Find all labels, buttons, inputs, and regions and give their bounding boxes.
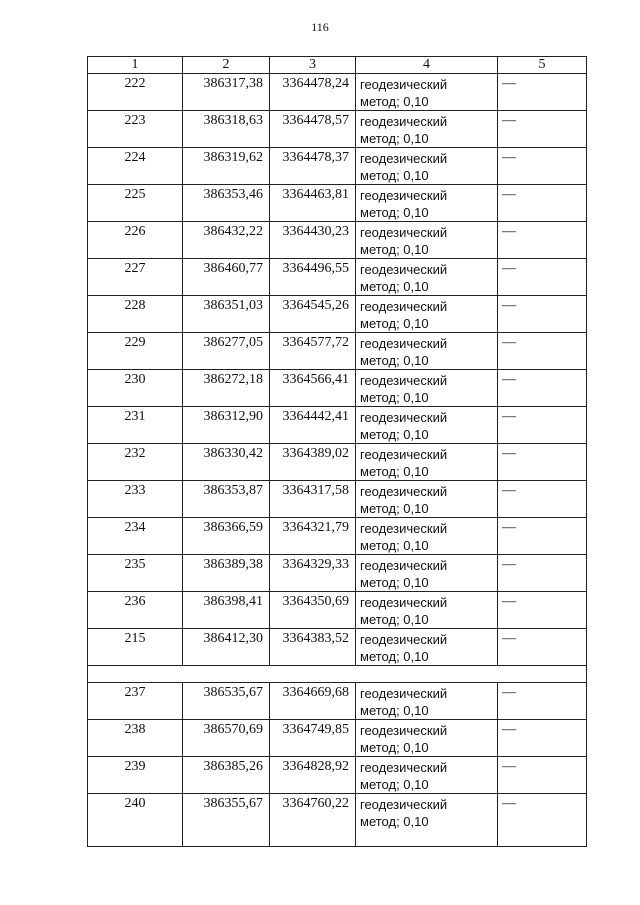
note-dash: —	[498, 794, 587, 847]
table-row	[88, 185, 587, 222]
point-number: 234	[88, 518, 183, 555]
method-line2: метод; 0,10	[360, 242, 429, 257]
coordinate-x: 386398,41	[183, 592, 270, 629]
note-dash: —	[498, 333, 587, 370]
table-row	[88, 683, 587, 720]
coordinate-x: 386389,38	[183, 555, 270, 592]
coordinate-x: 386460,77	[183, 259, 270, 296]
method-line1: геодезический	[360, 797, 448, 812]
method-cell	[356, 555, 498, 592]
method-line1: геодезический	[360, 188, 448, 203]
table-row	[88, 111, 587, 148]
method-cell	[356, 518, 498, 555]
column-header-5: 5	[498, 57, 587, 74]
method-line1: геодезический	[360, 225, 448, 240]
method-line1: геодезический	[360, 336, 448, 351]
note-dash: —	[498, 444, 587, 481]
method-line1: геодезический	[360, 723, 448, 738]
table-row	[88, 148, 587, 185]
point-number: 235	[88, 555, 183, 592]
method-line2: метод; 0,10	[360, 538, 429, 553]
method-line1: геодезический	[360, 521, 448, 536]
note-dash: —	[498, 259, 587, 296]
method-line2: метод; 0,10	[360, 740, 429, 755]
column-header-1: 1	[88, 57, 183, 74]
table-row	[88, 222, 587, 259]
method-cell	[356, 629, 498, 666]
point-number: 222	[88, 74, 183, 111]
point-number: 226	[88, 222, 183, 259]
table-row	[88, 259, 587, 296]
coordinate-y: 3364577,72	[270, 333, 356, 370]
table-row	[88, 757, 587, 794]
table-row	[88, 592, 587, 629]
coordinate-x: 386272,18	[183, 370, 270, 407]
table-row	[88, 74, 587, 111]
method-cell	[356, 259, 498, 296]
point-number: 238	[88, 720, 183, 757]
coordinate-y: 3364442,41	[270, 407, 356, 444]
method-line2: метод; 0,10	[360, 390, 429, 405]
method-line2: метод; 0,10	[360, 131, 429, 146]
method-cell	[356, 592, 498, 629]
coordinate-y: 3364496,55	[270, 259, 356, 296]
page-number: 116	[311, 20, 329, 34]
note-dash: —	[498, 518, 587, 555]
method-cell	[356, 444, 498, 481]
note-dash: —	[498, 720, 587, 757]
method-cell	[356, 185, 498, 222]
point-number: 225	[88, 185, 183, 222]
table-row	[88, 555, 587, 592]
method-cell	[356, 148, 498, 185]
coordinate-y: 3364760,22	[270, 794, 356, 847]
note-dash: —	[498, 481, 587, 518]
point-number: 224	[88, 148, 183, 185]
method-cell	[356, 333, 498, 370]
note-dash: —	[498, 185, 587, 222]
method-line1: геодезический	[360, 410, 448, 425]
point-number: 240	[88, 794, 183, 847]
method-cell	[356, 407, 498, 444]
point-number: 231	[88, 407, 183, 444]
coordinate-y: 3364478,24	[270, 74, 356, 111]
table-row	[88, 296, 587, 333]
note-dash: —	[498, 296, 587, 333]
method-line1: геодезический	[360, 114, 448, 129]
coordinate-x: 386412,30	[183, 629, 270, 666]
method-line1: геодезический	[360, 686, 448, 701]
coordinate-x: 386570,69	[183, 720, 270, 757]
column-header-4: 4	[356, 57, 498, 74]
method-line2: метод; 0,10	[360, 168, 429, 183]
coordinate-y: 3364478,57	[270, 111, 356, 148]
table-row	[88, 481, 587, 518]
method-line2: метод; 0,10	[360, 316, 429, 331]
method-line2: метод; 0,10	[360, 814, 429, 829]
point-number: 233	[88, 481, 183, 518]
method-cell	[356, 481, 498, 518]
coordinate-x: 386366,59	[183, 518, 270, 555]
method-cell	[356, 794, 498, 847]
point-number: 215	[88, 629, 183, 666]
note-dash: —	[498, 148, 587, 185]
point-number: 230	[88, 370, 183, 407]
table-row	[88, 629, 587, 666]
coordinate-y: 3364383,52	[270, 629, 356, 666]
method-cell	[356, 296, 498, 333]
coordinate-x: 386318,63	[183, 111, 270, 148]
column-header-3: 3	[270, 57, 356, 74]
method-line1: геодезический	[360, 484, 448, 499]
header-row	[88, 57, 587, 74]
point-number: 237	[88, 683, 183, 720]
method-cell	[356, 720, 498, 757]
note-dash: —	[498, 222, 587, 259]
method-line1: геодезический	[360, 299, 448, 314]
coordinate-y: 3364321,79	[270, 518, 356, 555]
coordinate-y: 3364430,23	[270, 222, 356, 259]
method-line2: метод; 0,10	[360, 649, 429, 664]
coordinate-x: 386432,22	[183, 222, 270, 259]
coordinate-x: 386312,90	[183, 407, 270, 444]
coordinate-x: 386353,87	[183, 481, 270, 518]
coordinate-y: 3364545,26	[270, 296, 356, 333]
method-line2: метод; 0,10	[360, 279, 429, 294]
coordinate-x: 386385,26	[183, 757, 270, 794]
coordinate-y: 3364669,68	[270, 683, 356, 720]
table-row	[88, 720, 587, 757]
note-dash: —	[498, 407, 587, 444]
note-dash: —	[498, 683, 587, 720]
coordinate-y: 3364478,37	[270, 148, 356, 185]
method-line2: метод; 0,10	[360, 703, 429, 718]
method-line2: метод; 0,10	[360, 205, 429, 220]
method-line2: метод; 0,10	[360, 427, 429, 442]
table-row	[88, 518, 587, 555]
method-line1: геодезический	[360, 595, 448, 610]
method-cell	[356, 757, 498, 794]
column-header-2: 2	[183, 57, 270, 74]
method-line2: метод; 0,10	[360, 575, 429, 590]
coordinate-y: 3364317,58	[270, 481, 356, 518]
note-dash: —	[498, 370, 587, 407]
table-row	[88, 444, 587, 481]
coordinate-x: 386319,62	[183, 148, 270, 185]
method-line1: геодезический	[360, 151, 448, 166]
coordinate-y: 3364350,69	[270, 592, 356, 629]
method-line2: метод; 0,10	[360, 353, 429, 368]
method-line2: метод; 0,10	[360, 501, 429, 516]
point-number: 229	[88, 333, 183, 370]
method-line2: метод; 0,10	[360, 777, 429, 792]
note-dash: —	[498, 629, 587, 666]
note-dash: —	[498, 592, 587, 629]
point-number: 232	[88, 444, 183, 481]
coordinate-y: 3364749,85	[270, 720, 356, 757]
method-cell	[356, 74, 498, 111]
method-line2: метод; 0,10	[360, 612, 429, 627]
coordinate-x: 386535,67	[183, 683, 270, 720]
table-row	[88, 794, 587, 847]
coordinate-y: 3364828,92	[270, 757, 356, 794]
coordinates-table	[87, 56, 587, 847]
method-cell	[356, 370, 498, 407]
point-number: 227	[88, 259, 183, 296]
coordinate-x: 386330,42	[183, 444, 270, 481]
coordinate-x: 386317,38	[183, 74, 270, 111]
table-row	[88, 407, 587, 444]
note-dash: —	[498, 555, 587, 592]
coordinate-x: 386353,46	[183, 185, 270, 222]
method-line2: метод; 0,10	[360, 464, 429, 479]
coordinate-y: 3364463,81	[270, 185, 356, 222]
note-dash: —	[498, 111, 587, 148]
coordinate-x: 386351,03	[183, 296, 270, 333]
method-line1: геодезический	[360, 373, 448, 388]
coordinate-x: 386277,05	[183, 333, 270, 370]
coordinate-y: 3364329,33	[270, 555, 356, 592]
coordinate-y: 3364566,41	[270, 370, 356, 407]
note-dash: —	[498, 757, 587, 794]
table-row	[88, 333, 587, 370]
point-number: 228	[88, 296, 183, 333]
table-body	[88, 74, 587, 847]
coordinate-x: 386355,67	[183, 794, 270, 847]
separator-cell	[88, 666, 587, 683]
method-line1: геодезический	[360, 632, 448, 647]
method-line1: геодезический	[360, 447, 448, 462]
separator-row	[88, 666, 587, 683]
table-row	[88, 370, 587, 407]
method-cell	[356, 683, 498, 720]
method-line1: геодезический	[360, 77, 448, 92]
point-number: 223	[88, 111, 183, 148]
point-number: 236	[88, 592, 183, 629]
point-number: 239	[88, 757, 183, 794]
method-line1: геодезический	[360, 760, 448, 775]
method-cell	[356, 111, 498, 148]
method-line2: метод; 0,10	[360, 94, 429, 109]
method-line1: геодезический	[360, 262, 448, 277]
method-cell	[356, 222, 498, 259]
method-line1: геодезический	[360, 558, 448, 573]
note-dash: —	[498, 74, 587, 111]
coordinate-y: 3364389,02	[270, 444, 356, 481]
